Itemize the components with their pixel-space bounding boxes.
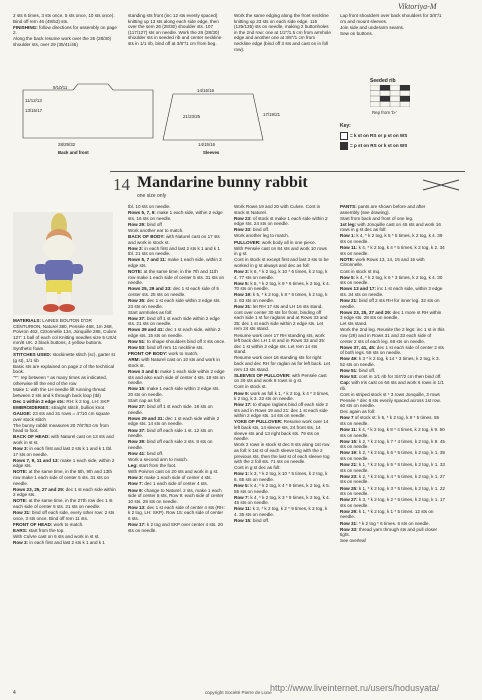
- paragraph: Row 3: in each first and last 2 sts k 1 and k 1: [13, 540, 105, 546]
- watermark-url: http://www.liveinternet.ru/users/hodusyata/: [270, 683, 440, 693]
- run-in-heading: Row 5:: [340, 274, 356, 280]
- legend-key-title: Key:: [340, 123, 351, 129]
- paragraph: Cont in stock st except first and last 3 sts to be worked in g st always and dec as foll:: [234, 257, 329, 268]
- run-in-heading: MATERIALS:: [13, 318, 41, 323]
- p-st-symbol: [340, 142, 348, 150]
- paragraph: Row 15: make 1 each side within 2 edge sts. 20 sts on needle.: [128, 386, 220, 397]
- run-in-heading: Row 3:: [13, 540, 29, 546]
- run-in-heading: PANTS:: [340, 204, 357, 209]
- run-in-heading: Row 35:: [128, 298, 146, 303]
- paragraph: Row 7: dec 1 each side of center 4 sts.: [128, 481, 208, 487]
- paragraph: ARM: with Naturel cast on 10 sts and work in stock st.: [128, 357, 220, 369]
- run-in-heading: Row 9:: [234, 390, 250, 396]
- paragraph: NOTE: at the same time, in the 27th row dec 1 st each side of center 5 sts. 21 sts on needle.: [13, 498, 113, 509]
- run-in-heading: Rows 5, 7 and 11:: [128, 257, 167, 263]
- instructions-column-2: [128, 204, 226, 534]
- run-in-heading: ARM:: [128, 357, 140, 363]
- paragraph: Work another ear to match.: [128, 227, 184, 233]
- paragraph: Row 11: k 4, * k 2 tog, k 8 * 4 times, k 2 tog, k 9. 50 sts on needle.: [340, 427, 445, 438]
- run-in-heading: Row 19:: [234, 292, 252, 298]
- paragraph: Row 33: thread yarn through sts and pull closer tight.: [340, 526, 438, 538]
- paragraph: "*": rep between * as many times as indicated, otherwise till the end of the row: [13, 375, 107, 387]
- paragraph: Along the back resume work over the 26 (28/30) shoulder sts, over 29 (35/41/45): [13, 36, 112, 47]
- paragraph: Join side and underarm seams.: [340, 24, 405, 30]
- paragraph: Rows 3 and 5: make 1 each side within 2 edge sts and also each side of center 4 sts. 18 sts on needle.: [128, 369, 225, 386]
- pattern-header: [110, 171, 465, 202]
- run-in-heading: Row 33:: [340, 526, 358, 532]
- paragraph: Row 31: bind off each side, every other row: 2 sts once, 3 sts once. Bind off rem 11 sts.: [13, 510, 115, 521]
- paragraph: Row 15: k 2, * k 2 tog, k 7 * 4 times, k 2 tog, k 9. 45 sts on needle.: [340, 438, 445, 450]
- bunny-rabbit-photo: [13, 212, 113, 315]
- run-in-heading: BACK OF HEAD:: [13, 434, 50, 440]
- paragraph: FRONT OF BODY: work to match.: [128, 351, 199, 357]
- paragraph: Row 29: k 1, * k 2 tog, k 1 * 5 times. 12 sts on needle.: [340, 508, 434, 520]
- legend-title: Seeded rib: [370, 78, 396, 84]
- paragraph: PANTS: pants are shown before and after assembly (see drawing).: [340, 204, 426, 215]
- paragraph: Row 1: k 4, * k 2 tog, k 5 * 5 times, k 2 tog, k 4. 39 sts on needle.: [340, 233, 443, 245]
- run-in-heading: Row 7: [340, 415, 354, 421]
- measure-5: 14/15/16: [197, 88, 215, 93]
- run-in-heading: Cap:: [340, 380, 351, 386]
- run-in-heading: EMBROIDERIES:: [13, 404, 51, 410]
- paragraph: Row 7: k 4, * k 2 tog, k 3 * 9 times, k 2 tog, k 4. 45 sts on needle.: [234, 494, 331, 506]
- run-in-heading: Row 3:: [128, 475, 144, 481]
- run-in-heading: Row 51:: [128, 339, 146, 345]
- paragraph: Work another leg to match.: [234, 233, 290, 239]
- paragraph: Start from back and front of one leg.: [340, 215, 414, 221]
- instructions-column-3: [234, 204, 331, 524]
- page-number: 4: [13, 690, 16, 696]
- paragraph: Row 23: of stock st make 1 each side within 2 edge sts. 24 sts on needle.: [234, 215, 328, 227]
- run-in-heading: SLEEVES OF PULLOVER:: [234, 372, 291, 378]
- paragraph: YOKE OF PULLOVER: Resume work over 14 left back sts, 14 sleeve sts, 24 front sts, 14 sleeve sts and 13 right back sts. 79 sts on needle.: [234, 419, 329, 442]
- paragraph: With Pensée cast on 84 sts and work 10 rows in g st.: [234, 245, 327, 257]
- run-in-heading: Row 7:: [234, 494, 250, 500]
- run-in-heading: Row 39:: [128, 439, 146, 445]
- run-in-heading: Row 9:: [128, 487, 144, 493]
- run-in-heading: Rows 25, 29 and 33:: [128, 286, 172, 292]
- run-in-heading: Rows 5, 7, 9:: [128, 210, 156, 216]
- run-in-heading: GAUGE:: [13, 411, 32, 416]
- paragraph: FINISHING: follow directions for assembly on page 2.: [13, 24, 117, 36]
- legend-rep: Rep from 'b-': [372, 110, 397, 115]
- sleeve-outline: [163, 94, 263, 140]
- paragraph: Basic sts are explained on page 2 of the technical book.: [13, 363, 115, 375]
- run-in-heading: Row 15:: [128, 386, 146, 392]
- rib-chart: [370, 85, 410, 107]
- paragraph: Rows 39 and 41: dec 1 st each side, within 2 edge sts. 15 sts on needle.: [128, 327, 221, 339]
- top-middle-column-1: [128, 13, 226, 47]
- paragraph: Row 21: k 1, * k 2 tog, k 5 * 5 times, k 2 tog, k 1. 33 sts on needle.: [340, 462, 445, 473]
- sleeves-label: Sleeves: [203, 150, 220, 155]
- run-in-heading: Row 5:: [234, 483, 250, 488]
- paragraph: standing sts front (inc 12 sts evenly spaced) knitting up 13 sts along each side edge, then over the sem 26 (28/30) shoulder sts. 107 (117/127) sts on needle. Work the 26 (28/30) shoulder sts in seeded rib and center neckline sts in 1/1 rib, bind off at 3/8"/1 cm from beg.: [128, 13, 222, 46]
- run-in-heading: Row 21:: [340, 298, 358, 303]
- run-in-heading: Row 31:: [234, 304, 252, 310]
- paragraph: 2 sts 6 times, 3 sts once, 5 sts once, 10 sts once). Bind off rem 46 (49/53) sts.: [13, 13, 115, 24]
- paragraph: Rows 29 and 31: dec 1 st each side within 2 edge sts. 14 sts on needle.: [128, 415, 220, 427]
- paragraph: SLEEVES OF PULLOVER: with Pensée cast on 26 sts and work 8 rows in g st.: [234, 372, 327, 384]
- paragraph: Row 39: bind off each side 2 sts. 8 sts on needle.: [128, 439, 213, 450]
- paragraph: NOTE: at the same time, in the 5th, 9th and 13th row make 1 each side of center 5 sts. 31 sts on needle.: [13, 469, 113, 486]
- paragraph: Row 15: bind off.: [234, 518, 270, 524]
- paragraph: Work a second arm to match.: [128, 457, 188, 463]
- measure-1: 9/10/11: [53, 85, 68, 90]
- paragraph: Row 41: bind off.: [128, 450, 164, 456]
- paragraph: Row 19: k 5, * k 2 tog, k 8 * 6 times, k 2 tog, k 3. 63 sts on needle.: [234, 292, 328, 303]
- paragraph: Rows 5, 7 and 11: make 1 each side, within 2 edge sts.: [128, 257, 222, 268]
- run-in-heading: Rows 23, 25, 27 and 29:: [13, 486, 65, 492]
- paragraph: MATERIALS: LAINES BOUTON D'OR CENTURION, Naturel 380, Pensée 468, 1m 268, Poivron 462, Citronnelle 134, Jonquille 285, Culvre 127: 1 ball of each col Knitting needles size 5 US/4 mm/8 UK. 2 black buttons, 4 yellow buttons. Synthetic foam.: [13, 318, 117, 351]
- run-in-heading: Row 7:: [128, 481, 144, 487]
- run-in-heading: Dec 1 within 2 edge sts:: [13, 398, 66, 404]
- run-in-heading: Row 3:: [234, 269, 250, 275]
- paragraph: Cont in stock st Inq.: [340, 268, 381, 274]
- measure-7: 17/19/21: [263, 112, 281, 117]
- run-in-heading: Rows 7, 9, 11 and 13:: [13, 457, 59, 463]
- pattern-number: 14: [113, 175, 130, 194]
- top-middle-column-2: [234, 13, 331, 53]
- run-in-heading: Row 37:: [128, 315, 146, 321]
- paragraph: Rows 5, 7, 9: make 1 each side, within 2 edge sts. 16 sts on needle.: [128, 210, 223, 221]
- paragraph: Lap front shoulders over back shoulders for 3/8"/1 cm and mount sleeves.: [340, 13, 442, 24]
- run-in-heading: Rows 23, 25, 27 and 29:: [340, 309, 392, 315]
- paragraph: Row 19: k 2, * k 2 tog, k 6 * 5 times, k 2 tog, k 1. 39 sts on needle.: [340, 450, 445, 462]
- paragraph: Work 2 rows in stock st dec 8 sts along 1st row as foll: k 1st st of each sleeve tog with the 2 previous sts, then the last st of each sleeve tog with the 2 foll sts. 71 sts on needle.: [234, 442, 330, 465]
- paragraph: Row 9: work as foll k 1, * k 2 tog, k 4 * 3 times, k 2 tog, k 3. 22 sts on needle.: [234, 390, 330, 402]
- instructions-column-1: [13, 318, 118, 546]
- paragraph: Row 51: to shape shoulders bind off 3 sts once.: [128, 339, 226, 345]
- paragraph: Row 3: k 6, * k 2 tog, k 10 * 6 times, k 2 tog, k 4. 77 sts on needle.: [234, 269, 328, 280]
- paragraph: Row 13: dec 1 st each side of center 4 sts (RH: k 2 tog, LH: SKP). Row 15: each side of center 6 sts.: [128, 504, 225, 521]
- legend-k2: = p st on RS or k st on WS: [350, 143, 408, 148]
- run-in-heading: STITCHES USED:: [13, 352, 52, 358]
- footer-copyright: copyright Société Pierre de Lune: [205, 690, 272, 695]
- paragraph: Row 37: bind off 1 st each side within 2 edge sts. 21 sts on needle.: [128, 315, 220, 327]
- top-left-column: [13, 13, 118, 48]
- paragraph: Resume work over 16 standing sts for right back and dec RH for raglan as for left back. Let rem 13 sts stand.: [234, 355, 331, 372]
- paragraph: BACK OF BODY: with Naturel cast on 17 sts and work in stock st.: [128, 233, 220, 245]
- measure-4: 28/29/32: [58, 142, 76, 147]
- run-in-heading: NOTE:: [13, 498, 28, 504]
- paragraph: Work Rows 19 and 20 with Culvre. Cont in stock st Naturel.: [234, 204, 321, 215]
- schematic-diagram: [13, 80, 318, 158]
- paragraph: Row 7 of stock st: k 5, * k 2 tog, k 9 * 5 times. 55 sts on needle.: [340, 415, 440, 426]
- paragraph: Rows 23, 25, 27 and 29: dec 1 more st RH within 3 edge sts. 28 sts on needle.: [340, 309, 442, 321]
- pattern-title: Mandarine bunny rabbit: [137, 174, 308, 191]
- run-in-heading: Rows 37, 41, 45:: [340, 344, 376, 350]
- paragraph: NOTE: work Rows 13, 14, 15 and 16 with Citronnelle.: [340, 256, 425, 268]
- paragraph: Work the same edging along the front neckline knitting up 23 sts on each side edge. 115 (125/135) sts on needle, making 2 buttonholes in the 2nd row: one at 1/2"/1.5 cm from armhole edge and another one at 3/8"/1 cm from neckline edge (bind off 3 sts and cast on in foll row).: [234, 13, 331, 52]
- paragraph: Row 53: bind off rem 11 neckline sts.: [128, 345, 204, 351]
- run-in-heading: Row 31:: [340, 520, 358, 526]
- run-in-heading: Row 51:: [340, 368, 358, 374]
- run-in-heading: Row 3:: [13, 446, 29, 452]
- run-in-heading: Row 29:: [340, 508, 358, 514]
- paragraph: Row 37: bind off each side 1 st. 12 sts on needle.: [128, 427, 213, 439]
- paragraph: Row 5: k 4, * k 2 tog, k 4 * 9 times, k 2 tog, k 5. 55 sts on needle.: [234, 483, 331, 494]
- paragraph: Row 27: bind off 1 st each side. 18 sts on needle.: [128, 404, 213, 415]
- run-in-heading: Row 49:: [340, 356, 358, 362]
- run-in-heading: BACK OF BODY:: [128, 233, 165, 239]
- paragraph: With Poivron cast on 20 sts and work in g st.: [128, 469, 219, 475]
- run-in-heading: Row 53:: [340, 374, 358, 380]
- paragraph: EARS: start from the top.: [13, 527, 65, 533]
- paragraph: Cap: with Iris cast on 66 sts and work 6 rows in 1/1 rib.: [340, 380, 444, 391]
- paragraph: Rows 25, 29 and 33: dec 1 st each side of 5 center sts. 25 sts on needle.: [128, 286, 219, 297]
- run-in-heading: Row 15:: [340, 438, 358, 444]
- run-in-heading: Row 19:: [340, 450, 358, 456]
- paragraph: Row 11: k 4, * k 2 tog, k 4 * 5 times, k 2 tog, k 2. 34 sts on needle.: [340, 245, 445, 256]
- run-in-heading: Leg:: [128, 463, 138, 469]
- paragraph: Cont in striped stock st * 3 rows Jonquille, 3 rows Pensée * dec 6 sts evenly spaced across 1st row. 60 sts on needle.: [340, 392, 441, 409]
- paragraph: Row 3: in each first and last 2 sts k 1 and k 1 tbl. 17 sts on needle.: [13, 446, 113, 457]
- paragraph: Cont in g st dec as foll:: [234, 465, 281, 471]
- run-in-heading: FINISHING:: [13, 24, 38, 30]
- run-in-heading: Row 25:: [340, 485, 358, 491]
- k-st-symbol: [340, 132, 348, 140]
- run-in-heading: Row 17:: [128, 522, 146, 528]
- paragraph: Rows 37, 41, 45: dec 1 st each side of center 2 sts of both legs. 56 sts on needle.: [340, 344, 444, 356]
- paragraph: Resume work over 17 RH standing sts, work left back dec LH 1 st and in Rows 33 and 35: dec 1 st within 2 edge sts. Let rem 14 sts stand.: [234, 332, 326, 355]
- paragraph: Make 1: with the LH needle lift running thread between 2 sts and k through back loop (tbl): [13, 387, 106, 398]
- paragraph: Dec 1 within 2 edge sts: RH: k 2 tog, LH: SKP: [13, 398, 110, 404]
- paragraph: Row 53: cont in 1/1 rib for 3/4"/2 cm then bind off.: [340, 374, 442, 380]
- run-in-heading: Row 29:: [128, 221, 146, 227]
- paragraph: Row 31: * k 2 tog * 6 times. 6 sts on needle.: [340, 520, 430, 526]
- run-in-heading: Row 11:: [340, 427, 358, 433]
- paragraph: Row 3: make 1 each side of center 4 sts.: [128, 475, 212, 481]
- paragraph: Rows 7, 9, 11 and 13: make 1 each side, within 2 edge sts.: [13, 457, 115, 469]
- measure-8: 14/15/16: [198, 142, 216, 147]
- paragraph: Row 29: bind off: [128, 221, 162, 227]
- paragraph: Work the 2nd leg. Reunite the 2 legs: inc 1 st in this row (29) and in Rows 31 and 33 each side of center 2 sts of each leg. 68 sts on needle.: [340, 327, 445, 344]
- paragraph: Let sts stand.: [340, 321, 368, 327]
- run-in-heading: PULLOVER:: [234, 239, 261, 245]
- paragraph: The bunny rabbit measures 20 7/8"/53 cm from head to foot.: [13, 422, 109, 434]
- paragraph: Row 21: bind off 2 sts RH for inner leg. 32 sts on needle.: [340, 298, 440, 309]
- run-in-heading: Row 21:: [340, 462, 358, 468]
- paragraph: Row 17: k 2 tog and SKP over center 4 sts. 20 sts on needle.: [128, 522, 223, 533]
- run-in-heading: FRONT OF BODY:: [128, 351, 168, 357]
- paragraph: Rows 23, 25, 27 and 29: dec 1 st each side within 2 edge sts.: [13, 486, 116, 498]
- paragraph: With Culvre cast on 6 sts and work in st st.: [13, 533, 100, 539]
- run-in-heading: NOTE:: [13, 469, 28, 475]
- run-in-heading: Row 27:: [128, 404, 146, 410]
- run-in-heading: Row 1:: [340, 233, 356, 239]
- paragraph: Row 31: let RH 17 sts and LH 16 sts stand, cont over center 30 sts for front, binding off each side 1 st for raglans and at Rows 33 and 35: dec 1 st each side within 2 edge sts. Let rem 24 sts stand.: [234, 304, 328, 332]
- paragraph: Start cap as foll:: [128, 398, 161, 404]
- paragraph: Row 49: k 3 * k 2 tog, k 14 * 3 times, k 2 tog, k 3. 52 sts on needle.: [340, 356, 440, 368]
- run-in-heading: Row 3:: [128, 245, 144, 251]
- run-in-heading: Row 11:: [234, 506, 252, 512]
- run-in-heading: Rows 13 and 17:: [340, 286, 376, 292]
- paragraph: Row 5: k 4, * k 2 tog, k 6 * 3 times, k 2 tog, k 4. 30 sts on needle.: [340, 274, 443, 286]
- paragraph: Cont in stock st.: [234, 384, 267, 390]
- run-in-heading: Row 1:: [234, 471, 250, 477]
- paragraph: Row 27: k 3, * k 2 tog, k 2 * 5 times, k 2 tog, k 1. 17 sts on needle.: [340, 497, 445, 508]
- paragraph: Dec again as foll:: [340, 409, 376, 415]
- instructions-column-4: [340, 204, 445, 544]
- paragraph: Row 23: k 2, * k 2 tog, k 4 * 5 times, k 2 tog, k 1. 27 sts on needle.: [340, 473, 445, 485]
- run-in-heading: Row 5:: [234, 280, 250, 286]
- paragraph: PULLOVER: work body all in one piece.: [234, 239, 316, 245]
- run-in-heading: Row 37:: [128, 427, 146, 433]
- paragraph: Row 51: bind off.: [340, 368, 376, 374]
- brand-logo: Viktoriya-M: [398, 2, 437, 11]
- back-front-label: Back and front: [58, 150, 89, 155]
- paragraph: Row 11: k 3, * k 2 tog, k 2 * 9 times, k 2 tog, k 4. 35 sts on needle.: [234, 506, 328, 517]
- run-in-heading: Row 27:: [340, 497, 358, 503]
- run-in-heading: Row 33:: [234, 227, 252, 233]
- run-in-heading: YOKE OF PULLOVER:: [234, 419, 283, 425]
- paragraph: FRONT OF HEAD: work to match.: [13, 521, 84, 527]
- pattern-size: one size only: [137, 193, 167, 199]
- paragraph: Row 35: dec 1 st each side within 2 edge sts. 23 sts on needle.: [128, 298, 221, 309]
- paragraph: Row 25: k 1, * k 2 tog, k 3 * 5 times, k 2 tog, k 1. 22 sts on needle.: [340, 485, 445, 497]
- run-in-heading: Row 31:: [13, 510, 31, 516]
- run-in-heading: FRONT OF HEAD:: [13, 521, 53, 527]
- paragraph: Row 5: k 5, * k 2 tog, k 9 * 6 times, k 2 tog, k 4. 70 sts on needle.: [234, 280, 331, 292]
- paragraph: NOTE: at the same time, in the 7th and 11th row make 1 each side of center 5 sts. 31 sts on needle.: [128, 269, 225, 286]
- back-front-outline: [23, 84, 153, 138]
- paragraph: tbl. 10 sts on needle.: [128, 204, 171, 209]
- paragraph: 1st leg: with Jonquille cast on 45 sts and work 16 rows in g st dec as foll:: [340, 221, 441, 233]
- run-in-heading: Row 13:: [128, 504, 146, 510]
- paragraph: STITCHES USED: stockinette stitch (sc), garter st (g st), 1/1 rib: [13, 352, 115, 363]
- paragraph: Rows 13 and 17: inc 1 st each side, within 3 edge sts. 34 sts on needle.: [340, 286, 443, 297]
- top-right-column: [340, 13, 444, 37]
- measure-6: 21/23/25: [183, 114, 201, 119]
- legend-k1: = k st on RS or p st on WS: [350, 133, 408, 138]
- paragraph: Row 9: change to Naturel. 2 sts, make 1 each side of center 8 sts, Row 9: each side of center 10 sts. 28 sts on needle.: [128, 487, 224, 504]
- run-in-heading: Rows 3 and 5:: [128, 369, 159, 375]
- paragraph: BACK OF HEAD: with Naturel cast on 13 sts and work in st st.: [13, 434, 114, 445]
- run-in-heading: Row 11:: [340, 245, 358, 251]
- run-in-heading: 1st leg:: [340, 221, 357, 227]
- paragraph: EMBROIDERIES: straight stitch, bullion knot: [13, 404, 105, 410]
- paragraph: GAUGE: 23 sts and 31 rows = 4"/10 cm square over stock stitch: [13, 411, 110, 422]
- measure-3: 13/15/17: [25, 108, 43, 113]
- paragraph: See overleaf: [340, 538, 366, 544]
- run-in-heading: Row 41:: [128, 450, 146, 456]
- run-in-heading: NOTE:: [128, 269, 143, 275]
- needles-icon: [421, 178, 461, 192]
- paragraph: Sew on buttons.: [340, 30, 373, 36]
- measure-2: 11/12/13: [25, 98, 42, 103]
- run-in-heading: NOTE:: [340, 256, 355, 262]
- run-in-heading: Row 23:: [234, 215, 252, 221]
- paragraph: Leg: start from the foot.: [128, 463, 177, 469]
- run-in-heading: Row 17:: [234, 402, 252, 408]
- run-in-heading: Row 23:: [340, 473, 358, 479]
- run-in-heading: EARS:: [13, 527, 28, 533]
- paragraph: Row 3: in each first and last 2 sts k 1 and k 1 tbl. 21 sts on needle.: [128, 245, 220, 257]
- run-in-heading: Rows 39 and 41:: [128, 327, 164, 333]
- run-in-heading: Row 53:: [128, 345, 146, 351]
- run-in-heading: Rows 29 and 31:: [128, 415, 164, 421]
- paragraph: Row 17: to shape raglans bind off each side 2 sts and in Rows 19 and 21: dec 1 st each side within 2 edge sts. 14 sts on needle.: [234, 402, 328, 419]
- paragraph: Row 1: k 3, * k 2 tog, k 10 * 5 times, k 2 tog, k 6. 65 sts on needle.: [234, 471, 328, 482]
- paragraph: Row 33: bind off.: [234, 227, 270, 233]
- run-in-heading: Row 15:: [234, 518, 252, 524]
- paragraph: Start armholes as foll:: [128, 309, 173, 315]
- seeded-rib-legend: [340, 78, 450, 163]
